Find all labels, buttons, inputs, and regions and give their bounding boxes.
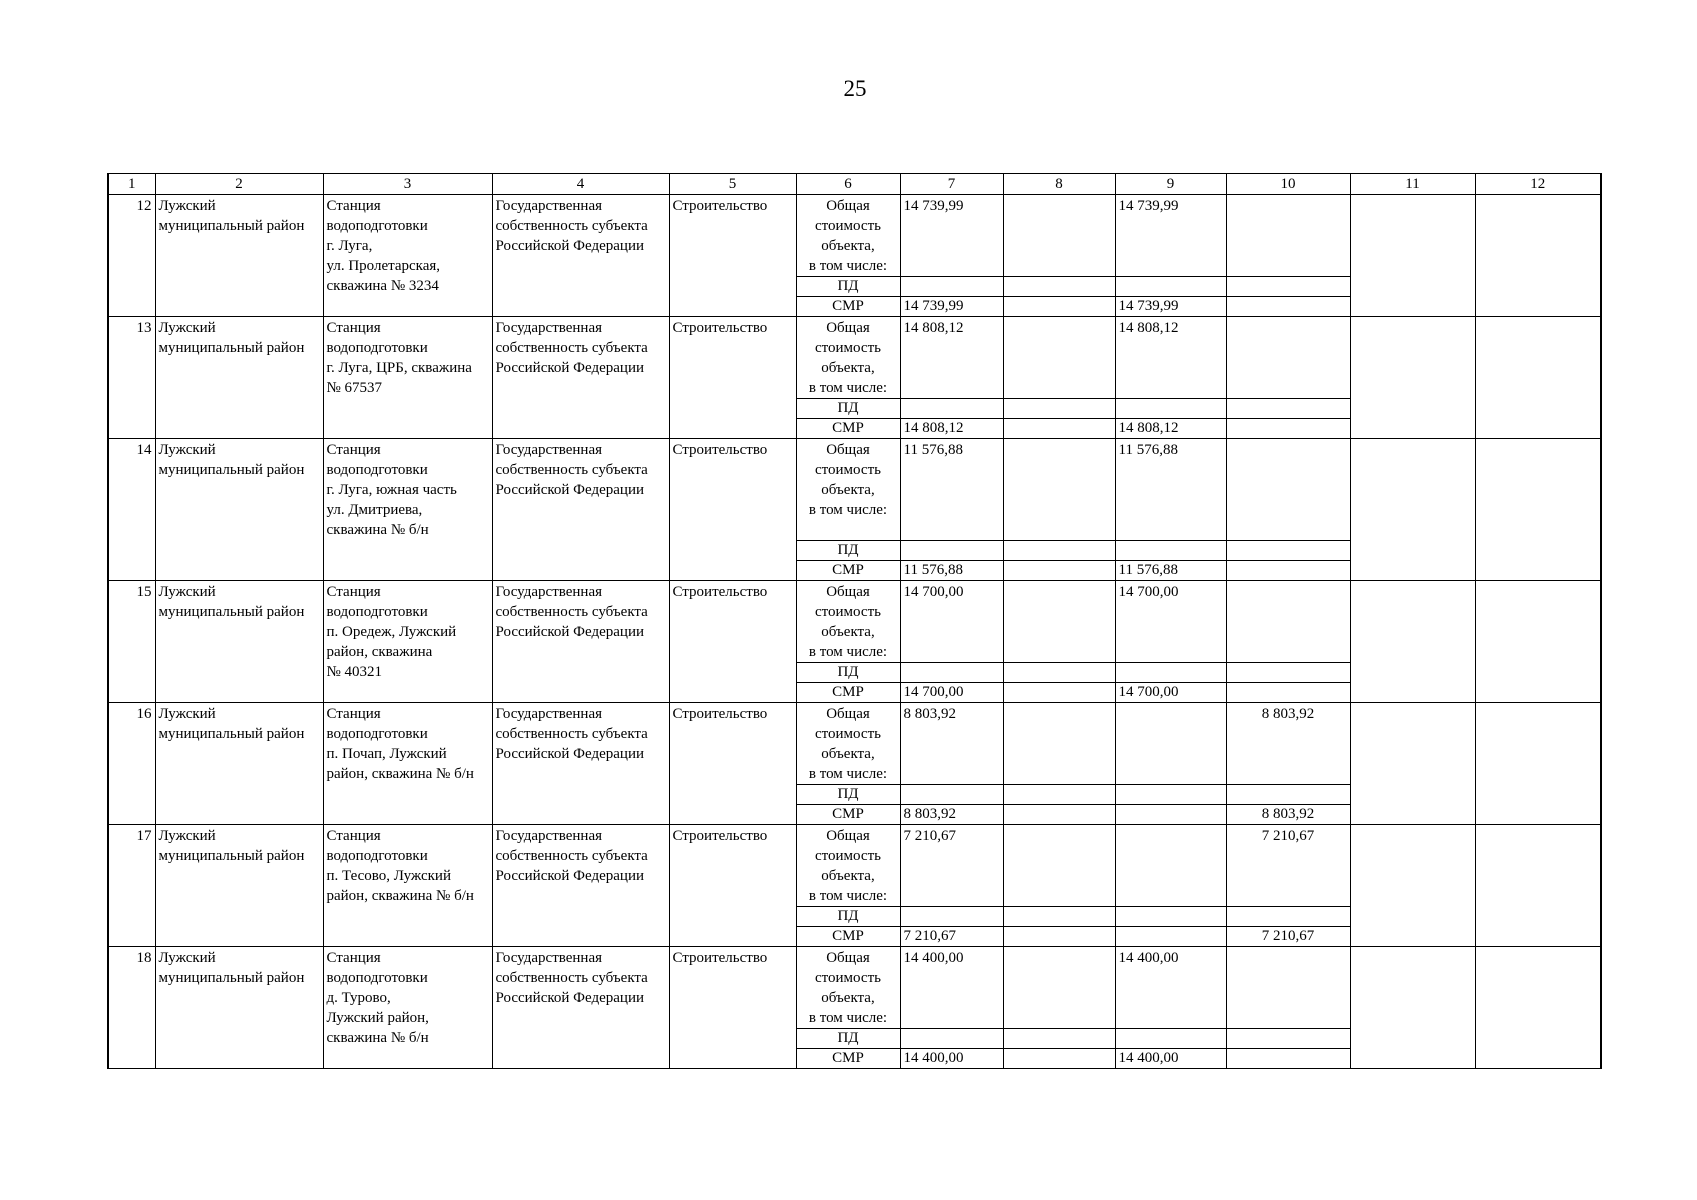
cost-label-cell: Общая стоимость объекта, в том числе: bbox=[796, 195, 900, 277]
smr-row-value-col10: 7 210,67 bbox=[1226, 927, 1350, 947]
row-number: 18 bbox=[108, 947, 155, 1069]
value-col12 bbox=[1475, 317, 1601, 439]
smr-row-value-col8 bbox=[1003, 805, 1115, 825]
pd-row-value-col8 bbox=[1003, 541, 1115, 561]
table-row bbox=[108, 947, 1601, 1029]
column-header: 11 bbox=[1350, 174, 1475, 195]
district-cell: Лужский муниципальный район bbox=[155, 195, 323, 317]
pd-row-value-col7 bbox=[900, 1029, 1003, 1049]
ownership-cell: Государственная собственность субъекта Российской Федерации bbox=[492, 439, 669, 581]
smr-row-value-col9: 14 808,12 bbox=[1115, 419, 1226, 439]
value-col12 bbox=[1475, 825, 1601, 947]
value-col8 bbox=[1003, 581, 1115, 663]
value-col11 bbox=[1350, 317, 1475, 439]
value-col8 bbox=[1003, 947, 1115, 1029]
smr-row-value-col7: 14 700,00 bbox=[900, 683, 1003, 703]
pd-row-value-col10 bbox=[1226, 1029, 1350, 1049]
table-row bbox=[108, 825, 1601, 907]
smr-row-label: СМР bbox=[796, 927, 900, 947]
work-type-cell: Строительство bbox=[669, 581, 796, 703]
column-header: 2 bbox=[155, 174, 323, 195]
value-col9: 11 576,88 bbox=[1115, 439, 1226, 541]
ownership-cell: Государственная собственность субъекта Российской Федерации bbox=[492, 703, 669, 825]
district-cell: Лужский муниципальный район bbox=[155, 439, 323, 581]
smr-row-value-col8 bbox=[1003, 297, 1115, 317]
row-number: 14 bbox=[108, 439, 155, 581]
pd-row-value-col10 bbox=[1226, 785, 1350, 805]
pd-row-value-col9 bbox=[1115, 541, 1226, 561]
district-cell: Лужский муниципальный район bbox=[155, 825, 323, 947]
work-type-cell: Строительство bbox=[669, 439, 796, 581]
cost-label-cell: Общая стоимость объекта, в том числе: bbox=[796, 581, 900, 663]
page-number: 25 bbox=[843, 76, 867, 101]
row-number: 16 bbox=[108, 703, 155, 825]
value-col9 bbox=[1115, 703, 1226, 785]
column-header: 5 bbox=[669, 174, 796, 195]
pd-row-value-col7 bbox=[900, 541, 1003, 561]
pd-row-label: ПД bbox=[796, 541, 900, 561]
pd-row-value-col7 bbox=[900, 663, 1003, 683]
value-col12 bbox=[1475, 581, 1601, 703]
value-col10 bbox=[1226, 947, 1350, 1029]
pd-row-value-col8 bbox=[1003, 785, 1115, 805]
value-col11 bbox=[1350, 439, 1475, 581]
column-number-row bbox=[108, 174, 1601, 195]
column-header: 4 bbox=[492, 174, 669, 195]
table-row bbox=[108, 195, 1601, 277]
smr-row-value-col8 bbox=[1003, 1049, 1115, 1069]
value-col10 bbox=[1226, 317, 1350, 399]
smr-row-value-col10 bbox=[1226, 1049, 1350, 1069]
work-type-cell: Строительство bbox=[669, 947, 796, 1069]
work-type-cell: Строительство bbox=[669, 195, 796, 317]
object-cell: Станция водоподготовки г. Луга, ЦРБ, скважина № 67537 bbox=[323, 317, 492, 439]
row-number: 12 bbox=[108, 195, 155, 317]
pd-row-value-col10 bbox=[1226, 663, 1350, 683]
value-col12 bbox=[1475, 195, 1601, 317]
pd-row-value-col10 bbox=[1226, 907, 1350, 927]
investment-table bbox=[107, 173, 1602, 1069]
value-col7: 8 803,92 bbox=[900, 703, 1003, 785]
pd-row-value-col7 bbox=[900, 399, 1003, 419]
smr-row-label: СМР bbox=[796, 1049, 900, 1069]
value-col8 bbox=[1003, 825, 1115, 907]
smr-row-value-col7: 14 739,99 bbox=[900, 297, 1003, 317]
district-cell: Лужский муниципальный район bbox=[155, 317, 323, 439]
cost-label-cell: Общая стоимость объекта, в том числе: bbox=[796, 439, 900, 541]
pd-row-label: ПД bbox=[796, 663, 900, 683]
smr-row-value-col8 bbox=[1003, 683, 1115, 703]
smr-row-value-col9: 14 400,00 bbox=[1115, 1049, 1226, 1069]
smr-row-value-col7: 8 803,92 bbox=[900, 805, 1003, 825]
column-header: 1 bbox=[108, 174, 155, 195]
value-col11 bbox=[1350, 703, 1475, 825]
column-header: 8 bbox=[1003, 174, 1115, 195]
pd-row-value-col9 bbox=[1115, 399, 1226, 419]
ownership-cell: Государственная собственность субъекта Российской Федерации bbox=[492, 317, 669, 439]
table-row bbox=[108, 317, 1601, 399]
smr-row-value-col9: 14 700,00 bbox=[1115, 683, 1226, 703]
object-cell: Станция водоподготовки п. Оредеж, Лужский район, скважина № 40321 bbox=[323, 581, 492, 703]
row-number: 17 bbox=[108, 825, 155, 947]
pd-row-value-col9 bbox=[1115, 1029, 1226, 1049]
row-number: 15 bbox=[108, 581, 155, 703]
pd-row-value-col10 bbox=[1226, 277, 1350, 297]
object-cell: Станция водоподготовки г. Луга, южная часть ул. Дмитриева, скважина № б/н bbox=[323, 439, 492, 581]
value-col7: 14 808,12 bbox=[900, 317, 1003, 399]
smr-row-value-col7: 14 808,12 bbox=[900, 419, 1003, 439]
value-col11 bbox=[1350, 947, 1475, 1069]
table-row bbox=[108, 703, 1601, 785]
pd-row-value-col9 bbox=[1115, 785, 1226, 805]
pd-row-label: ПД bbox=[796, 399, 900, 419]
value-col11 bbox=[1350, 195, 1475, 317]
pd-row-value-col8 bbox=[1003, 663, 1115, 683]
pd-row-label: ПД bbox=[796, 785, 900, 805]
smr-row-label: СМР bbox=[796, 805, 900, 825]
value-col10 bbox=[1226, 581, 1350, 663]
smr-row-value-col10 bbox=[1226, 419, 1350, 439]
value-col9: 14 808,12 bbox=[1115, 317, 1226, 399]
pd-row-label: ПД bbox=[796, 907, 900, 927]
smr-row-value-col10 bbox=[1226, 683, 1350, 703]
column-header: 3 bbox=[323, 174, 492, 195]
smr-row-label: СМР bbox=[796, 419, 900, 439]
value-col11 bbox=[1350, 825, 1475, 947]
table-body bbox=[108, 195, 1601, 1069]
cost-label-cell: Общая стоимость объекта, в том числе: bbox=[796, 317, 900, 399]
value-col7: 14 700,00 bbox=[900, 581, 1003, 663]
smr-row-value-col8 bbox=[1003, 927, 1115, 947]
pd-row-value-col7 bbox=[900, 907, 1003, 927]
value-col10: 7 210,67 bbox=[1226, 825, 1350, 907]
value-col10: 8 803,92 bbox=[1226, 703, 1350, 785]
smr-row-value-col10: 8 803,92 bbox=[1226, 805, 1350, 825]
ownership-cell: Государственная собственность субъекта Российской Федерации bbox=[492, 581, 669, 703]
cost-label-cell: Общая стоимость объекта, в том числе: bbox=[796, 703, 900, 785]
value-col8 bbox=[1003, 195, 1115, 277]
pd-row-value-col8 bbox=[1003, 399, 1115, 419]
smr-row-value-col8 bbox=[1003, 561, 1115, 581]
value-col12 bbox=[1475, 439, 1601, 581]
value-col9: 14 400,00 bbox=[1115, 947, 1226, 1029]
cost-label-cell: Общая стоимость объекта, в том числе: bbox=[796, 825, 900, 907]
value-col7: 11 576,88 bbox=[900, 439, 1003, 541]
value-col7: 14 400,00 bbox=[900, 947, 1003, 1029]
smr-row-value-col10 bbox=[1226, 561, 1350, 581]
column-header: 6 bbox=[796, 174, 900, 195]
smr-row-value-col7: 7 210,67 bbox=[900, 927, 1003, 947]
value-col9: 14 739,99 bbox=[1115, 195, 1226, 277]
work-type-cell: Строительство bbox=[669, 825, 796, 947]
value-col9 bbox=[1115, 825, 1226, 907]
smr-row-value-col8 bbox=[1003, 419, 1115, 439]
value-col7: 7 210,67 bbox=[900, 825, 1003, 907]
work-type-cell: Строительство bbox=[669, 317, 796, 439]
table-row bbox=[108, 439, 1601, 541]
district-cell: Лужский муниципальный район bbox=[155, 703, 323, 825]
column-header: 9 bbox=[1115, 174, 1226, 195]
smr-row-value-col9: 14 739,99 bbox=[1115, 297, 1226, 317]
object-cell: Станция водоподготовки п. Тесово, Лужский район, скважина № б/н bbox=[323, 825, 492, 947]
object-cell: Станция водоподготовки г. Луга, ул. Пролетарская, скважина № 3234 bbox=[323, 195, 492, 317]
pd-row-value-col9 bbox=[1115, 277, 1226, 297]
pd-row-value-col9 bbox=[1115, 907, 1226, 927]
value-col12 bbox=[1475, 947, 1601, 1069]
smr-row-label: СМР bbox=[796, 297, 900, 317]
pd-row-value-col10 bbox=[1226, 399, 1350, 419]
pd-row-value-col8 bbox=[1003, 907, 1115, 927]
pd-row-label: ПД bbox=[796, 277, 900, 297]
cost-label-cell: Общая стоимость объекта, в том числе: bbox=[796, 947, 900, 1029]
ownership-cell: Государственная собственность субъекта Российской Федерации bbox=[492, 947, 669, 1069]
smr-row-value-col10 bbox=[1226, 297, 1350, 317]
pd-row-value-col7 bbox=[900, 785, 1003, 805]
object-cell: Станция водоподготовки п. Почап, Лужский район, скважина № б/н bbox=[323, 703, 492, 825]
value-col10 bbox=[1226, 195, 1350, 277]
pd-row-value-col8 bbox=[1003, 277, 1115, 297]
smr-row-value-col7: 11 576,88 bbox=[900, 561, 1003, 581]
district-cell: Лужский муниципальный район bbox=[155, 581, 323, 703]
value-col8 bbox=[1003, 439, 1115, 541]
row-number: 13 bbox=[108, 317, 155, 439]
column-header: 7 bbox=[900, 174, 1003, 195]
ownership-cell: Государственная собственность субъекта Российской Федерации bbox=[492, 195, 669, 317]
ownership-cell: Государственная собственность субъекта Российской Федерации bbox=[492, 825, 669, 947]
table-row bbox=[108, 581, 1601, 663]
pd-row-value-col8 bbox=[1003, 1029, 1115, 1049]
pd-row-label: ПД bbox=[796, 1029, 900, 1049]
pd-row-value-col10 bbox=[1226, 541, 1350, 561]
smr-row-value-col7: 14 400,00 bbox=[900, 1049, 1003, 1069]
value-col10 bbox=[1226, 439, 1350, 541]
work-type-cell: Строительство bbox=[669, 703, 796, 825]
value-col7: 14 739,99 bbox=[900, 195, 1003, 277]
smr-row-value-col9 bbox=[1115, 927, 1226, 947]
smr-row-value-col9 bbox=[1115, 805, 1226, 825]
column-header: 12 bbox=[1475, 174, 1601, 195]
value-col8 bbox=[1003, 703, 1115, 785]
value-col12 bbox=[1475, 703, 1601, 825]
column-header: 10 bbox=[1226, 174, 1350, 195]
pd-row-value-col7 bbox=[900, 277, 1003, 297]
value-col9: 14 700,00 bbox=[1115, 581, 1226, 663]
pd-row-value-col9 bbox=[1115, 663, 1226, 683]
smr-row-label: СМР bbox=[796, 561, 900, 581]
value-col11 bbox=[1350, 581, 1475, 703]
object-cell: Станция водоподготовки д. Турово, Лужский район, скважина № б/н bbox=[323, 947, 492, 1069]
smr-row-value-col9: 11 576,88 bbox=[1115, 561, 1226, 581]
district-cell: Лужский муниципальный район bbox=[155, 947, 323, 1069]
smr-row-label: СМР bbox=[796, 683, 900, 703]
value-col8 bbox=[1003, 317, 1115, 399]
